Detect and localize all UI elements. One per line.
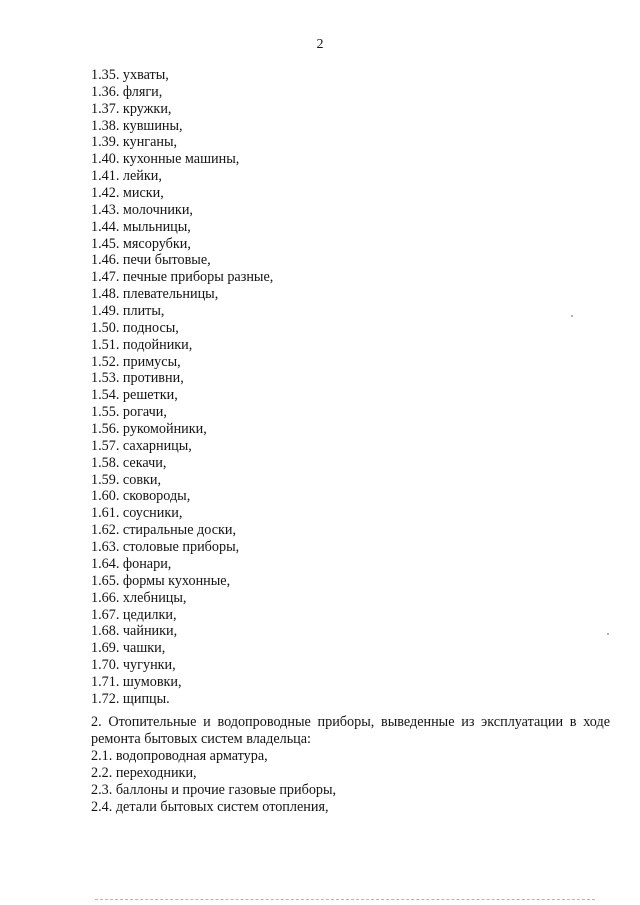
list-item: 1.36. фляги,: [91, 83, 163, 100]
list-item: 1.72. щипцы.: [91, 690, 170, 707]
list-item: 1.61. соусники,: [91, 505, 183, 522]
items-list: [91, 67, 273, 708]
list-item: 1.43. молочники,: [91, 201, 193, 218]
list-item: 1.44. мыльницы,: [91, 218, 191, 235]
list-item: 1.69. чашки,: [91, 640, 166, 657]
list-item: 2.3. баллоны и прочие газовые приборы,: [91, 782, 337, 798]
list-item: 1.67. цедилки,: [91, 606, 177, 623]
list-item: 1.55. рогачи,: [91, 404, 167, 421]
list-item: 1.58. секачи,: [91, 454, 167, 471]
list-item: 1.41. лейки,: [91, 168, 162, 185]
list-item: 1.63. столовые приборы,: [91, 539, 240, 556]
list-item: 1.65. формы кухонные,: [91, 572, 231, 589]
list-item: 1.53. противни,: [91, 370, 184, 387]
section-2-heading: 2. Отопительные и водопроводные приборы, выведенные из эксплуатации в ходе ремонта бытовых систем владельца:: [91, 714, 610, 747]
list-item: 1.59. совки,: [91, 471, 162, 488]
list-item: 1.57. сахарницы,: [91, 437, 192, 454]
list-item: 1.38. кувшины,: [91, 117, 183, 134]
list-item: 1.56. рукомойники,: [91, 421, 207, 438]
list-item: 1.71. шумовки,: [91, 673, 182, 690]
list-item: 1.47. печные приборы разные,: [91, 269, 274, 286]
list-item: 1.37. кружки,: [91, 100, 172, 117]
list-item: 1.48. плевательницы,: [91, 286, 219, 303]
list-item: 1.39. кунганы,: [91, 134, 178, 151]
page-number: 2: [316, 37, 324, 52]
section-2: [91, 714, 610, 816]
list-item: 1.62. стиральные доски,: [91, 522, 237, 539]
list-item: 2.1. водопроводная арматура,: [91, 748, 268, 764]
list-item: 1.66. хлебницы,: [91, 589, 187, 606]
list-item: 1.45. мясорубки,: [91, 235, 191, 252]
list-item: 1.40. кухонные машины,: [91, 151, 240, 168]
list-item: 1.52. примусы,: [91, 353, 181, 370]
list-item: 2.4. детали бытовых систем отопления,: [91, 799, 329, 815]
list-item: 1.42. миски,: [91, 185, 164, 202]
list-item: 1.49. плиты,: [91, 303, 165, 320]
list-item: 1.70. чугунки,: [91, 657, 176, 674]
scan-speck: [571, 315, 573, 317]
scan-speck: [607, 633, 609, 635]
list-item: 1.51. подойники,: [91, 336, 193, 353]
list-item: 1.68. чайники,: [91, 623, 178, 640]
scan-artifact-line: [95, 899, 595, 900]
list-item: 1.50. подносы,: [91, 319, 179, 336]
list-item: 1.46. печи бытовые,: [91, 252, 211, 269]
list-item: 2.2. переходники,: [91, 765, 197, 781]
section-2-list: [91, 748, 610, 816]
list-item: 1.35. ухваты,: [91, 67, 169, 83]
list-item: 1.64. фонари,: [91, 555, 172, 572]
list-item: 1.54. решетки,: [91, 387, 178, 404]
list-item: 1.60. сковороды,: [91, 488, 191, 505]
